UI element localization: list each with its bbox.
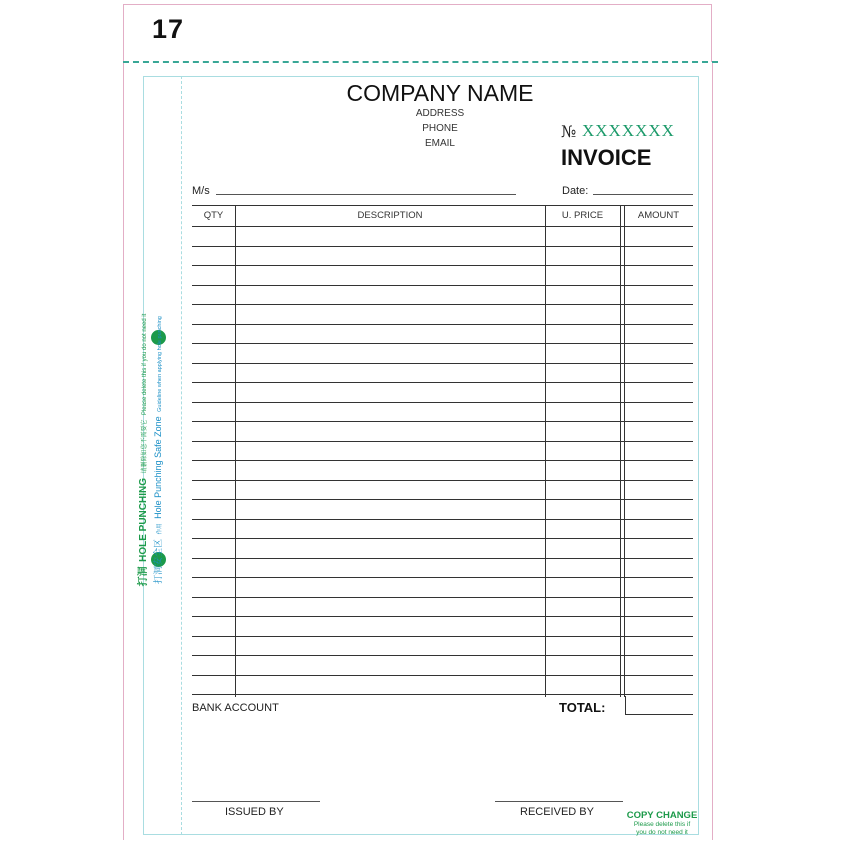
- table-row: [192, 636, 693, 637]
- table-row: [192, 577, 693, 578]
- column-header-amount: AMOUNT: [637, 210, 680, 221]
- punch-delete-en: Please delete this if you do not need it: [142, 313, 148, 416]
- perforation-line: [123, 61, 718, 63]
- table-row: [192, 246, 693, 247]
- column-divider: [624, 206, 625, 697]
- column-header-description: DESCRIPTION: [357, 210, 423, 221]
- page-number: 17: [152, 14, 185, 44]
- column-divider: [545, 206, 546, 697]
- copy-change-title: COPY CHANGE: [626, 810, 698, 821]
- table-row: [192, 363, 693, 364]
- company-address: ADDRESS: [415, 108, 465, 119]
- table-row: [192, 285, 693, 286]
- company-name: COMPANY NAME: [346, 80, 534, 106]
- binding-guide-line: [181, 76, 182, 835]
- punch-zone-note: Guideline when applying hole punching: [157, 316, 163, 412]
- company-email: EMAIL: [424, 138, 455, 149]
- table-row: [192, 480, 693, 481]
- table-row: [192, 382, 693, 383]
- table-row: [192, 499, 693, 500]
- punch-title-cn: 打洞: [138, 566, 149, 587]
- column-divider: [235, 206, 236, 697]
- issued-by-signature-line[interactable]: [192, 801, 320, 802]
- table-row: [192, 616, 693, 617]
- table-row: [192, 226, 693, 227]
- copy-change-delete-note-1: Please delete this if: [633, 821, 691, 828]
- customer-field[interactable]: [216, 194, 516, 195]
- table-row: [192, 343, 693, 344]
- received-by-signature-line[interactable]: [495, 801, 623, 802]
- sheet-top-border: [123, 4, 712, 62]
- table-row: [192, 675, 693, 676]
- table-row: [192, 265, 693, 266]
- table-row: [192, 441, 693, 442]
- total-field[interactable]: [625, 696, 693, 715]
- copy-change-note: [622, 810, 702, 837]
- date-label: Date:: [562, 185, 589, 197]
- punch-title-en: HOLE PUNCHING: [138, 477, 149, 562]
- table-row: [192, 304, 693, 305]
- serial-number: XXXXXXX: [582, 121, 675, 140]
- punch-delete-cn: 请删除如您不需要它: [142, 419, 148, 474]
- received-by-label: RECEIVED BY: [520, 806, 594, 818]
- column-divider: [620, 206, 621, 697]
- column-header-qty: QTY: [203, 210, 224, 221]
- bank-account-label: BANK ACCOUNT: [192, 702, 279, 714]
- table-row: [192, 655, 693, 656]
- table-row: [192, 460, 693, 461]
- punch-zone-cn: 打洞安全区: [153, 538, 163, 584]
- total-label: TOTAL:: [559, 700, 606, 715]
- serial-number-label: №: [561, 122, 577, 141]
- items-table: [192, 205, 693, 697]
- table-row: [192, 558, 693, 559]
- punch-zone-cn-small: 作用: [157, 523, 163, 535]
- customer-label: M/s: [192, 185, 210, 197]
- table-row: [192, 538, 693, 539]
- punch-zone-en: Hole Punching Safe Zone: [153, 416, 163, 519]
- table-row: [192, 694, 693, 695]
- table-row: [192, 421, 693, 422]
- table-row: [192, 519, 693, 520]
- table-row: [192, 402, 693, 403]
- issued-by-label: ISSUED BY: [225, 806, 284, 818]
- date-field[interactable]: [593, 194, 693, 195]
- table-row: [192, 597, 693, 598]
- column-header-unit-price: U. PRICE: [561, 210, 604, 221]
- document-title: INVOICE: [561, 145, 652, 170]
- copy-change-delete-note-2: you do not need it: [636, 829, 688, 836]
- table-row: [192, 324, 693, 325]
- company-phone: PHONE: [422, 123, 458, 134]
